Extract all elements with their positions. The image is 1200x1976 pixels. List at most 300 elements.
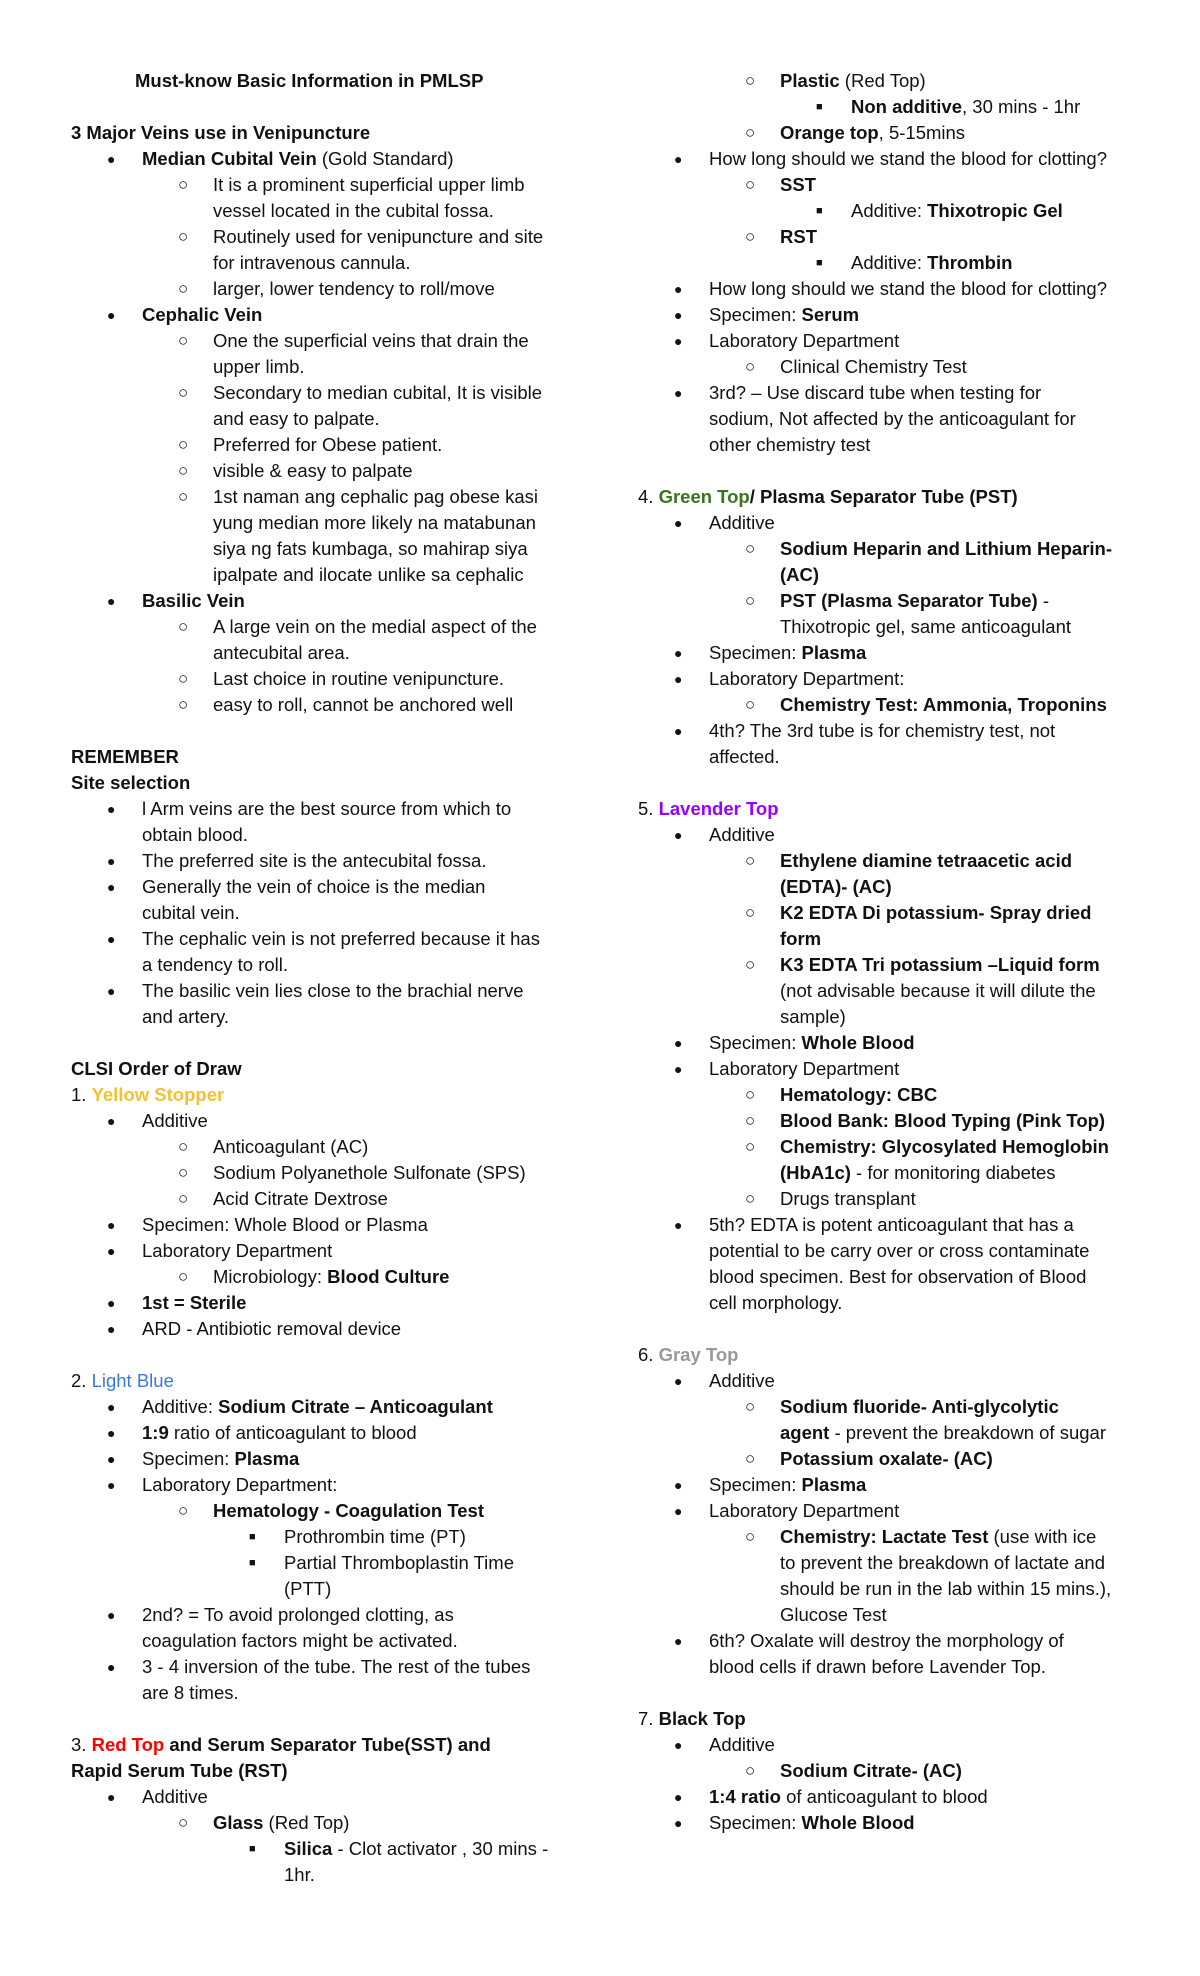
text-run: Sodium Citrate – Anticoagulant — [218, 1396, 493, 1417]
list-item — [638, 1420, 1168, 1446]
text-run: a tendency to roll. — [142, 954, 289, 975]
list-item — [638, 302, 1168, 328]
list-item — [638, 588, 1168, 614]
bullet-marker: ● — [107, 1607, 116, 1623]
text-run: Black Top — [658, 1708, 746, 1729]
bullet-marker: ● — [107, 1321, 116, 1337]
bullet-marker: ○ — [745, 1527, 756, 1546]
text-run: Laboratory Department — [709, 330, 900, 351]
bullet-marker: ○ — [178, 279, 189, 298]
bullet-marker: ○ — [745, 71, 756, 90]
text-run: sodium, Not affected by the anticoagulant for — [709, 408, 1076, 429]
list-item — [71, 328, 601, 354]
bullet-marker: ● — [674, 1737, 683, 1753]
bullet-marker: ● — [674, 827, 683, 843]
text-run: affected. — [709, 746, 780, 767]
bullet-marker: ● — [107, 1425, 116, 1441]
text-run: Rapid Serum Tube (RST) — [71, 1760, 288, 1781]
list-item — [638, 848, 1168, 874]
list-item — [638, 1472, 1168, 1498]
bullet-marker: ● — [674, 1477, 683, 1493]
text-run: Thixotropic Gel — [927, 200, 1063, 221]
bullet-marker: ○ — [745, 1189, 756, 1208]
bullet-marker: ● — [107, 151, 116, 167]
list-item — [638, 926, 1168, 952]
text-run: (not advisable because it will dilute the — [780, 980, 1096, 1001]
text-run: Sodium Polyanethole Sulfonate (SPS) — [213, 1162, 526, 1183]
blank-line — [71, 94, 601, 120]
text-run: Drugs transplant — [780, 1188, 916, 1209]
text-run: 4th? The 3rd tube is for chemistry test, not — [709, 720, 1056, 741]
text-run: K3 EDTA Tri potassium –Liquid form — [780, 954, 1100, 975]
text-run: Sodium Heparin and Lithium Heparin- — [780, 538, 1112, 559]
bullet-marker: ○ — [178, 227, 189, 246]
text-run: sample) — [780, 1006, 846, 1027]
text-run: cell morphology. — [709, 1292, 843, 1313]
heading-line — [71, 744, 601, 770]
list-item — [71, 1576, 601, 1602]
text-run: Laboratory Department — [142, 1240, 333, 1261]
text-run: potential to be carry over or cross contaminate — [709, 1240, 1090, 1261]
text-run: 3rd? – Use discard tube when testing for — [709, 382, 1042, 403]
text-run: 1hr. — [284, 1864, 315, 1885]
list-item — [638, 1576, 1168, 1602]
bullet-marker: ○ — [745, 1137, 756, 1156]
text-run: Yellow Stopper — [91, 1084, 225, 1105]
list-item — [638, 68, 1168, 94]
list-item — [638, 1784, 1168, 1810]
text-run: Light Blue — [91, 1370, 174, 1391]
text-run: 5. — [638, 798, 659, 819]
text-run: Laboratory Department — [709, 1058, 900, 1079]
list-item — [71, 510, 601, 536]
text-run: Additive: — [851, 200, 928, 221]
text-run: and easy to palpate. — [213, 408, 380, 429]
text-run: - Clot activator , 30 mins - — [332, 1838, 549, 1859]
bullet-marker: ● — [107, 1789, 116, 1805]
text-run: It is a prominent superficial upper limb — [213, 174, 525, 195]
text-run: Specimen: — [709, 1474, 802, 1495]
bullet-marker: ● — [674, 1217, 683, 1233]
heading-line — [71, 1732, 601, 1758]
list-item — [638, 1108, 1168, 1134]
list-item — [71, 692, 601, 718]
bullet-marker: ● — [674, 307, 683, 323]
text-run: Sodium Citrate- (AC) — [780, 1760, 962, 1781]
list-item — [638, 874, 1168, 900]
text-run: are 8 times. — [142, 1682, 239, 1703]
list-item — [71, 380, 601, 406]
text-run: Glucose Test — [780, 1604, 887, 1625]
text-run: (use with ice — [988, 1526, 1097, 1547]
list-item — [71, 822, 601, 848]
list-item — [638, 1134, 1168, 1160]
bullet-marker: ○ — [178, 383, 189, 402]
text-run: Microbiology: — [213, 1266, 328, 1287]
bullet-marker: ■ — [816, 205, 823, 217]
text-run: - — [1037, 590, 1050, 611]
list-item — [71, 198, 601, 224]
list-item — [71, 1498, 601, 1524]
text-run: obtain blood. — [142, 824, 248, 845]
text-run: One the superficial veins that drain the — [213, 330, 529, 351]
text-run: 1:4 ratio — [709, 1786, 781, 1807]
text-run: PST (Plasma Separator Tube) — [780, 590, 1038, 611]
bullet-marker: ○ — [178, 1137, 189, 1156]
text-run: (HbA1c) — [780, 1162, 851, 1183]
text-run: Ethylene diamine tetraacetic acid — [780, 850, 1073, 871]
list-item — [71, 1472, 601, 1498]
bullet-marker: ○ — [178, 487, 189, 506]
heading-line — [71, 1082, 601, 1108]
list-item — [71, 1602, 601, 1628]
list-item — [638, 1030, 1168, 1056]
list-item — [71, 354, 601, 380]
text-run: How long should we stand the blood for clotting? — [709, 278, 1108, 299]
text-run: , 30 mins - 1hr — [962, 96, 1081, 117]
text-run: (PTT) — [284, 1578, 332, 1599]
text-run: larger, lower tendency to roll/move — [213, 278, 495, 299]
list-item — [638, 354, 1168, 380]
list-item — [71, 1654, 601, 1680]
text-run: Silica — [284, 1838, 333, 1859]
text-run: upper limb. — [213, 356, 305, 377]
list-item — [638, 1524, 1168, 1550]
left-column — [71, 68, 601, 1888]
list-item — [71, 406, 601, 432]
text-run: RST — [780, 226, 817, 247]
heading-line — [71, 1056, 601, 1082]
text-run: ipalpate and ilocate unlike sa cephalic — [213, 564, 524, 585]
list-item — [638, 276, 1168, 302]
text-run: Green Top — [658, 486, 750, 507]
bullet-marker: ○ — [745, 1761, 756, 1780]
text-run: Chemistry: Lactate Test — [780, 1526, 989, 1547]
text-run: Non additive — [851, 96, 963, 117]
text-run: siya ng fats kumbaga, so mahirap siya — [213, 538, 528, 559]
text-run: Hematology: CBC — [780, 1084, 938, 1105]
bullet-marker: ○ — [745, 175, 756, 194]
text-run: of anticoagulant to blood — [780, 1786, 988, 1807]
text-run: Routinely used for venipuncture and site — [213, 226, 544, 247]
text-run: (Red Top) — [263, 1812, 350, 1833]
list-item — [638, 640, 1168, 666]
list-item — [638, 1082, 1168, 1108]
bullet-marker: ● — [674, 1503, 683, 1519]
list-item — [71, 1810, 601, 1836]
text-run: Plasma — [801, 1474, 867, 1495]
bullet-marker: ● — [107, 593, 116, 609]
text-run: and Serum Separator Tube(SST) and — [164, 1734, 491, 1755]
bullet-marker: ○ — [178, 1163, 189, 1182]
blank-line — [71, 1342, 601, 1368]
text-run: should be run in the lab within 15 mins.), — [780, 1578, 1112, 1599]
text-run: Additive — [709, 824, 775, 845]
bullet-marker: ● — [674, 515, 683, 531]
text-run: Specimen: — [709, 642, 802, 663]
text-run: yung median more likely na matabunan — [213, 512, 536, 533]
text-run: Specimen: Whole Blood or Plasma — [142, 1214, 428, 1235]
heading-line — [71, 1368, 601, 1394]
text-run: l Arm veins are the best source from which to — [142, 798, 512, 819]
bullet-marker: ● — [107, 853, 116, 869]
list-item — [638, 614, 1168, 640]
list-item — [71, 1862, 601, 1888]
text-run: (EDTA)- (AC) — [780, 876, 892, 897]
list-item — [638, 1212, 1168, 1238]
blank-line — [71, 718, 601, 744]
list-item — [71, 1004, 601, 1030]
text-run: 1:9 — [142, 1422, 169, 1443]
list-item — [638, 432, 1168, 458]
list-item — [638, 146, 1168, 172]
text-run: Red Top — [91, 1734, 165, 1755]
list-item — [71, 172, 601, 198]
list-item — [638, 536, 1168, 562]
text-run: blood cells if drawn before Lavender Top. — [709, 1656, 1046, 1677]
bullet-marker: ● — [107, 1451, 116, 1467]
text-run: ratio of anticoagulant to blood — [168, 1422, 417, 1443]
text-run: Potassium oxalate- (AC) — [780, 1448, 993, 1469]
text-run: How long should we stand the blood for clotting? — [709, 148, 1108, 169]
list-item — [71, 848, 601, 874]
bullet-marker: ■ — [816, 101, 823, 113]
list-item — [71, 562, 601, 588]
text-run: Anticoagulant (AC) — [213, 1136, 369, 1157]
text-run: Plasma — [234, 1448, 300, 1469]
text-run: Must-know Basic Information in PMLSP — [135, 70, 484, 91]
text-run: 6. — [638, 1344, 659, 1365]
bullet-marker: ○ — [745, 357, 756, 376]
list-item — [638, 1758, 1168, 1784]
text-run: Basilic Vein — [142, 590, 245, 611]
text-run: 6th? Oxalate will destroy the morphology of — [709, 1630, 1064, 1651]
text-run: vessel located in the cubital fossa. — [213, 200, 494, 221]
heading-line — [71, 770, 601, 796]
bullet-marker: ● — [674, 333, 683, 349]
bullet-marker: ● — [107, 879, 116, 895]
list-item — [71, 1420, 601, 1446]
bullet-marker: ○ — [745, 1397, 756, 1416]
list-item — [71, 614, 601, 640]
list-item — [638, 666, 1168, 692]
bullet-marker: ● — [674, 151, 683, 167]
bullet-marker: ○ — [745, 227, 756, 246]
text-run: Hematology - Coagulation Test — [213, 1500, 485, 1521]
text-run: 3 - 4 inversion of the tube. The rest of the tubes — [142, 1656, 531, 1677]
text-run: Prothrombin time (PT) — [284, 1526, 466, 1547]
heading-line — [638, 1706, 1168, 1732]
text-run: Gray Top — [658, 1344, 739, 1365]
list-item — [71, 796, 601, 822]
text-run: Plastic — [780, 70, 840, 91]
text-run: Additive: — [142, 1396, 219, 1417]
list-item — [638, 822, 1168, 848]
list-item — [71, 978, 601, 1004]
bullet-marker: ○ — [745, 539, 756, 558]
list-item — [71, 640, 601, 666]
list-item — [71, 1524, 601, 1550]
text-run: antecubital area. — [213, 642, 350, 663]
list-item — [71, 1394, 601, 1420]
list-item — [638, 510, 1168, 536]
list-item — [638, 120, 1168, 146]
list-item — [71, 1160, 601, 1186]
text-run: Chemistry: Glycosylated Hemoglobin — [780, 1136, 1109, 1157]
list-item — [71, 250, 601, 276]
bullet-marker: ■ — [249, 1531, 256, 1543]
text-run: , 5-15mins — [878, 122, 966, 143]
list-item — [638, 1732, 1168, 1758]
bullet-marker: ● — [674, 1633, 683, 1649]
list-item — [71, 276, 601, 302]
list-item — [638, 692, 1168, 718]
bullet-marker: ○ — [178, 617, 189, 636]
blank-line — [71, 1030, 601, 1056]
bullet-marker: ● — [107, 983, 116, 999]
bullet-marker: ● — [674, 1373, 683, 1389]
list-item — [638, 1628, 1168, 1654]
text-run: and artery. — [142, 1006, 230, 1027]
bullet-marker: ● — [674, 723, 683, 739]
text-run: to prevent the breakdown of lactate and — [780, 1552, 1105, 1573]
bullet-marker: ● — [674, 1815, 683, 1831]
bullet-marker: ● — [107, 1217, 116, 1233]
list-item — [71, 952, 601, 978]
text-run: cubital vein. — [142, 902, 240, 923]
text-run: Laboratory Department: — [709, 668, 905, 689]
text-run: agent — [780, 1422, 830, 1443]
list-item — [638, 198, 1168, 224]
list-item — [638, 900, 1168, 926]
text-run: Additive — [709, 1734, 775, 1755]
bullet-marker: ● — [107, 307, 116, 323]
text-run: visible & easy to palpate — [213, 460, 413, 481]
list-item — [71, 458, 601, 484]
text-run: The preferred site is the antecubital fossa. — [142, 850, 487, 871]
text-run: Preferred for Obese patient. — [213, 434, 443, 455]
bullet-marker: ● — [107, 1113, 116, 1129]
list-item — [638, 1654, 1168, 1680]
list-item — [71, 1238, 601, 1264]
bullet-marker: ● — [107, 931, 116, 947]
list-item — [638, 562, 1168, 588]
bullet-marker: ● — [674, 385, 683, 401]
list-item — [638, 1160, 1168, 1186]
text-run: form — [780, 928, 822, 949]
bullet-marker: ● — [674, 1789, 683, 1805]
text-run: Laboratory Department: — [142, 1474, 338, 1495]
bullet-marker: ■ — [249, 1843, 256, 1855]
text-run: Glass — [213, 1812, 264, 1833]
text-run: coagulation factors might be activated. — [142, 1630, 458, 1651]
list-item — [638, 1368, 1168, 1394]
list-item — [638, 1056, 1168, 1082]
text-run: K2 EDTA Di potassium- Spray dried — [780, 902, 1092, 923]
list-item — [71, 484, 601, 510]
bullet-marker: ● — [107, 1477, 116, 1493]
list-item — [71, 1784, 601, 1810]
list-item — [71, 1186, 601, 1212]
text-run: Site selection — [71, 772, 191, 793]
text-run: (Red Top) — [839, 70, 926, 91]
text-run: 2. — [71, 1370, 92, 1391]
text-run: The cephalic vein is not preferred because it has — [142, 928, 540, 949]
bullet-marker: ○ — [745, 123, 756, 142]
list-item — [638, 172, 1168, 198]
bullet-marker: ○ — [178, 1267, 189, 1286]
bullet-marker: ● — [674, 1035, 683, 1051]
text-run: Thrombin — [927, 252, 1013, 273]
right-column — [638, 68, 1168, 1836]
text-run: Specimen: — [142, 1448, 235, 1469]
text-run: Additive — [142, 1110, 208, 1131]
list-item — [638, 406, 1168, 432]
list-item — [638, 1290, 1168, 1316]
list-item — [71, 1550, 601, 1576]
heading-line — [638, 484, 1168, 510]
bullet-marker: ● — [674, 645, 683, 661]
text-run: easy to roll, cannot be anchored well — [213, 694, 514, 715]
heading-line — [638, 796, 1168, 822]
list-item — [638, 1550, 1168, 1576]
list-item — [71, 666, 601, 692]
list-item — [71, 1134, 601, 1160]
bullet-marker: ● — [107, 1295, 116, 1311]
bullet-marker: ○ — [178, 461, 189, 480]
blank-line — [638, 770, 1168, 796]
blank-line — [71, 1706, 601, 1732]
list-item — [638, 1186, 1168, 1212]
list-item — [71, 536, 601, 562]
text-run: A large vein on the medial aspect of the — [213, 616, 537, 637]
text-run: CLSI Order of Draw — [71, 1058, 242, 1079]
text-run: Additive — [709, 1370, 775, 1391]
text-run: for intravenous cannula. — [213, 252, 411, 273]
list-item — [638, 1264, 1168, 1290]
list-item — [638, 328, 1168, 354]
text-run: Orange top — [780, 122, 879, 143]
text-run: REMEMBER — [71, 746, 179, 767]
list-item — [638, 978, 1168, 1004]
bullet-marker: ○ — [178, 1813, 189, 1832]
text-run: 7. — [638, 1708, 659, 1729]
list-item — [638, 94, 1168, 120]
list-item — [638, 1498, 1168, 1524]
text-run: Blood Bank: Blood Typing (Pink Top) — [780, 1110, 1106, 1131]
list-item — [638, 250, 1168, 276]
bullet-marker: ● — [674, 671, 683, 687]
text-run: ARD - Antibiotic removal device — [142, 1318, 402, 1339]
list-item — [71, 1264, 601, 1290]
list-item — [71, 1316, 601, 1342]
list-item — [638, 744, 1168, 770]
list-item — [638, 1004, 1168, 1030]
bullet-marker: ○ — [745, 1111, 756, 1130]
text-run: other chemistry test — [709, 434, 871, 455]
text-run: Last choice in routine venipuncture. — [213, 668, 505, 689]
text-run: Median Cubital Vein — [142, 148, 317, 169]
text-run: Chemistry Test: Ammonia, Troponins — [780, 694, 1107, 715]
text-run: (Gold Standard) — [316, 148, 454, 169]
list-item — [71, 588, 601, 614]
heading-line — [71, 68, 601, 94]
list-item — [71, 1108, 601, 1134]
list-item — [638, 1810, 1168, 1836]
bullet-marker: ● — [107, 1659, 116, 1675]
blank-line — [638, 458, 1168, 484]
text-run: (AC) — [780, 564, 820, 585]
